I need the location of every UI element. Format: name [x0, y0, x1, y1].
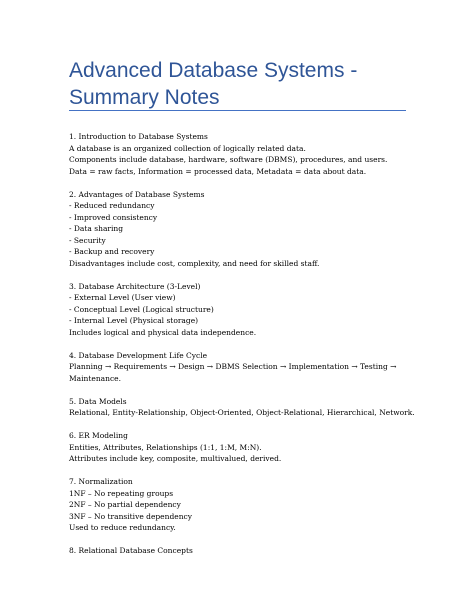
section-advantages	[69, 189, 409, 270]
section-heading: 5. Data Models	[69, 396, 127, 406]
section-heading: 3. Database Architecture (3-Level)	[69, 281, 201, 291]
list-item: 2NF – No partial dependency	[69, 500, 181, 509]
section-introduction	[69, 131, 409, 177]
section-heading: 2. Advantages of Database Systems	[69, 189, 205, 199]
list-item: - Improved consistency	[69, 212, 158, 222]
paragraph-line: Attributes include key, composite, multivalued, derived.	[69, 454, 282, 463]
list-item: - Backup and recovery	[69, 247, 155, 256]
paragraph-line: Entities, Attributes, Relationships (1:1, 1:M, M:N).	[69, 442, 262, 452]
section-heading: 7. Normalization	[69, 477, 133, 486]
paragraph-line: Disadvantages include cost, complexity, and need for skilled staff.	[69, 258, 320, 268]
paragraph-line: A database is an organized collection of logically related data.	[69, 143, 306, 153]
list-item: - Reduced redundancy	[69, 201, 155, 210]
section-architecture	[69, 281, 409, 339]
section-relational-concepts	[69, 545, 409, 557]
paragraph-line: Data = raw facts, Information = processed data, Metadata = data about data.	[69, 166, 367, 176]
section-heading: 6. ER Modeling	[69, 431, 128, 440]
section-er-modeling	[69, 430, 409, 465]
section-data-models	[69, 396, 415, 419]
document-body	[69, 131, 415, 568]
section-heading: 8. Relational Database Concepts	[69, 546, 193, 555]
section-heading: 4. Database Development Life Cycle	[69, 350, 208, 360]
paragraph-line: Planning → Requirements → Design → DBMS Selection → Implementation → Testing → Maintenance.	[69, 362, 397, 383]
list-item: - Internal Level (Physical storage)	[69, 316, 199, 325]
section-normalization	[69, 476, 409, 534]
paragraph-line: Used to reduce redundancy.	[69, 523, 176, 532]
list-item: - Security	[69, 235, 106, 245]
list-item: - Data sharing	[69, 224, 124, 233]
list-item: - External Level (User view)	[69, 293, 176, 302]
list-item: 1NF – No repeating groups	[69, 488, 174, 498]
paragraph-line: Includes logical and physical data independence.	[69, 327, 257, 337]
paragraph-line: Components include database, hardware, software (DBMS), procedures, and users.	[69, 155, 388, 164]
list-item: 3NF – No transitive dependency	[69, 511, 192, 521]
section-heading: 1. Introduction to Database Systems	[69, 132, 208, 141]
paragraph-line: Relational, Entity-Relationship, Object-Oriented, Object-Relational, Hierarchical, Network.	[69, 408, 415, 417]
title-underline	[69, 110, 406, 111]
section-lifecycle	[69, 350, 409, 385]
list-item: - Conceptual Level (Logical structure)	[69, 304, 214, 314]
document-title: Advanced Database Systems - Summary Notes	[69, 59, 358, 109]
